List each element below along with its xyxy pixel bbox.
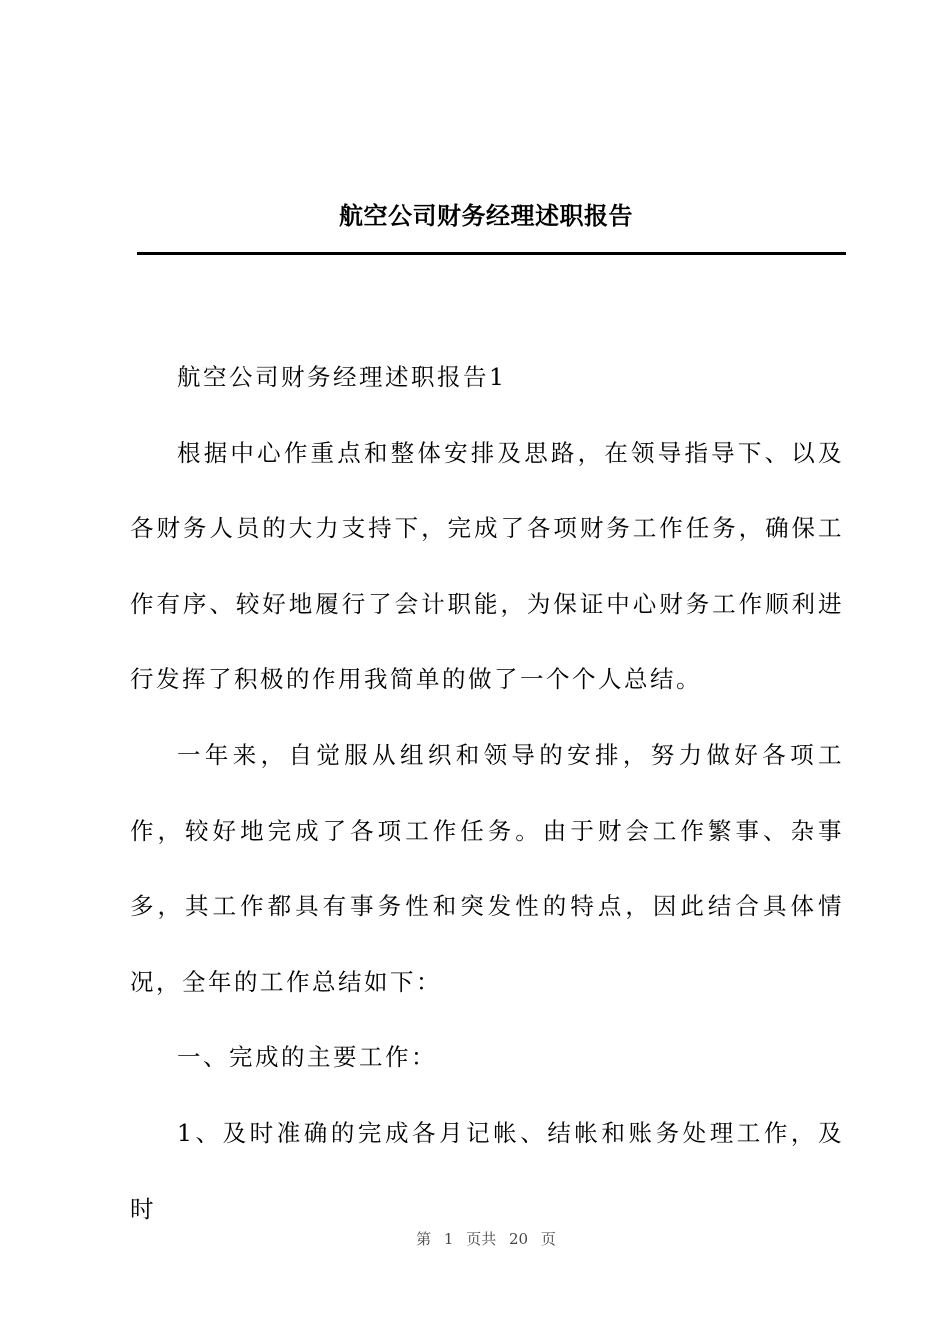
paragraph: 一年来，自觉服从组织和领导的安排，努力做好各项工作，较好地完成了各项工作任务。由于财会工作繁事、杂事多，其工作都具有事务性和突发性的特点，因此结合具体情况，全年的工作总结如下： (130, 740, 844, 996)
paragraph: 根据中心作重点和整体安排及思路，在领导指导下、以及各财务人员的大力支持下，完成了各项财务工作任务，确保工作有序、较好地履行了会计职能，为保证中心财务工作顺利进行发挥了积极的作用我简单的做了一个个人总结。 (130, 438, 844, 694)
document-title: 航空公司财务经理述职报告 (339, 201, 633, 230)
page-footer: 第 1 页共 20 页 (416, 1230, 556, 1248)
subheading: 一、完成的主要工作： (177, 1043, 437, 1072)
paragraph: 1、及时准确的完成各月记帐、结帐和账务处理工作，及时 (130, 1118, 844, 1223)
document-body (130, 340, 844, 1247)
section-heading: 航空公司财务经理述职报告1 (177, 363, 507, 391)
title-underline (137, 252, 846, 255)
